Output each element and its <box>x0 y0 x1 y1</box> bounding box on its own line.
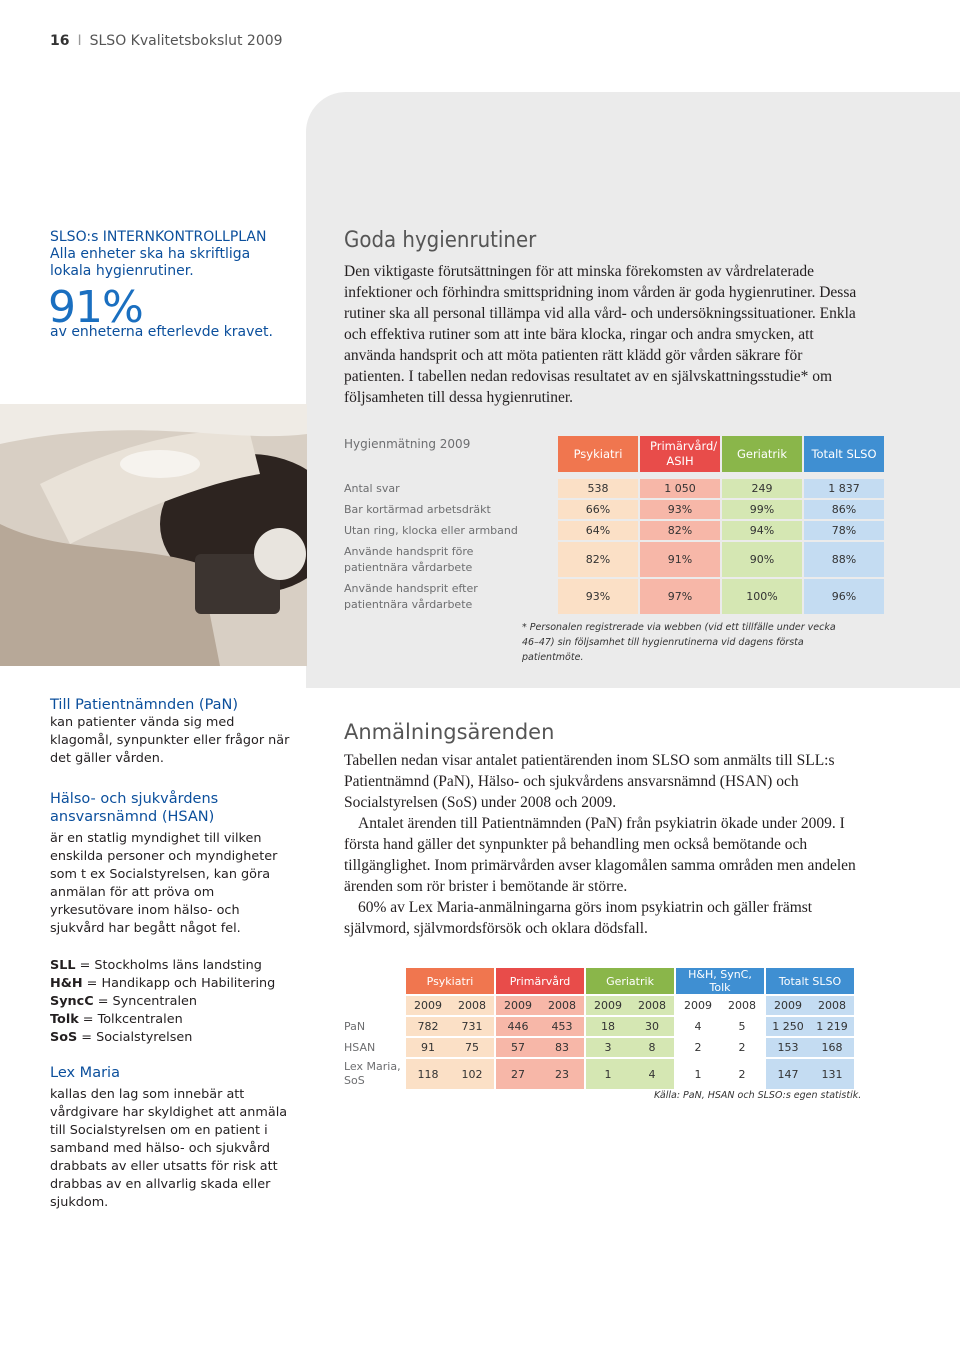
abbreviation-item <box>50 957 290 975</box>
year-header: 2009 <box>586 996 630 1015</box>
table-cell: 64% <box>556 521 638 540</box>
kpi-subtitle: av enheterna efterlevde kravet. <box>50 324 273 340</box>
year-header: 2009 <box>676 996 720 1015</box>
year-header: 2009 <box>766 996 810 1015</box>
table-cell: 118 <box>406 1059 450 1089</box>
page-header <box>50 33 283 49</box>
table-cell: 27 <box>496 1059 540 1089</box>
sidebar-hsan <box>50 790 290 938</box>
abbreviation: SoS <box>50 1030 78 1045</box>
table-cell: 93% <box>556 579 638 614</box>
page-number: 16 <box>50 33 70 49</box>
cases-paragraph: 60% av Lex Maria-anmälningarna görs inom psykiatrin och gäller främst självmord, självmordsförsök och oklara dödsfall. <box>344 899 813 937</box>
year-header: 2008 <box>450 996 496 1015</box>
col-header-geriatrik <box>720 436 802 472</box>
table-cell: 91 <box>406 1038 450 1057</box>
table-cell: 147 <box>766 1059 810 1089</box>
year-header: 2009 <box>496 996 540 1015</box>
cases-table <box>344 968 856 1089</box>
col-header-label: Primärvård/ ASIH <box>650 439 718 468</box>
table-row <box>344 542 884 577</box>
kpi-title-line1: SLSO:s INTERNKONTROLLPLAN <box>50 229 267 245</box>
table-cell: 731 <box>450 1017 496 1036</box>
table-row <box>344 1017 856 1036</box>
hygiene-table <box>344 436 884 614</box>
table-cell: 96% <box>802 579 884 614</box>
hsan-heading: Hälso- och sjukvårdens ansvarsnämnd (HSAN) <box>50 791 219 825</box>
abbreviation: SLL <box>50 958 76 973</box>
pan-text: kan patienter vända sig med klagomål, synpunkter eller frågor när det gäller vården. <box>50 715 290 766</box>
section-title-cases: Anmälningsärenden <box>344 720 555 744</box>
abbreviation-meaning: = Handikapp och Habilitering <box>82 976 276 991</box>
group-header: H&H, SynC, Tolk <box>676 968 766 994</box>
year-header: 2009 <box>406 996 450 1015</box>
table-cell: 1 <box>676 1059 720 1089</box>
lex-maria-heading: Lex Maria <box>50 1065 120 1081</box>
year-header: 2008 <box>720 996 766 1015</box>
table-cell: 30 <box>630 1017 676 1036</box>
table-cell: 1 250 <box>766 1017 810 1036</box>
table-cell: 94% <box>720 521 802 540</box>
col-header-label: Psykiatri <box>573 446 623 461</box>
hygiene-body-text: Den viktigaste förutsättningen för att minska förekomsten av vårdrelaterade infektioner och förhindra smittspridning inom vården är goda hygienrutiner. Dessa rutiner ska all personal tillämpa vid alla vård- och undersökningssituationer. Enkla och effektiva rutiner som att inte bära klocka, ringar och andra smycken, att använda handsprit och att möta patienten rätt klädd gör vården säkrare för patienten. I tabellen nedan redovisas resultatet av en självskattningsstudie* om följsamheten till dessa hygienrutiner. <box>344 263 857 406</box>
kpi-title-line2: Alla enheter ska ha skriftliga <box>50 246 251 262</box>
table-cell: 1 837 <box>802 479 884 498</box>
table-cell: 453 <box>540 1017 586 1036</box>
table-row <box>344 1038 856 1057</box>
row-label: Utan ring, klocka eller armband <box>344 523 518 537</box>
row-label: PaN <box>344 1019 366 1033</box>
table-cell: 82% <box>556 542 638 577</box>
section-title-hygiene: Goda hygienrutiner <box>344 228 537 253</box>
table-row <box>344 1059 856 1089</box>
table-row <box>344 479 884 498</box>
cases-paragraph: Antalet ärenden till Patientnämnden (PaN) från psykiatrin ökade under 2009. I första hand gäller det synpunkter på behandling men också bemötande och tillgänglighet. Inom primärvården avser klagomålen samma områden men andelen ärenden som rör brister i bemötande är större. <box>344 815 856 895</box>
table-cell: 3 <box>586 1038 630 1057</box>
abbreviation-meaning: = Tolkcentralen <box>78 1012 183 1027</box>
table-cell: 4 <box>676 1017 720 1036</box>
lex-maria-text: kallas den lag som innebär att vårdgivare har skyldighet att anmäla till Socialstyrelsen om en patient i samband med hälso- och sjukvård drabbats av eller utsatts för risk att drabbas av en allvarlig skada eller sjukdom. <box>50 1087 288 1210</box>
table-cell: 8 <box>630 1038 676 1057</box>
group-header: Primärvård <box>496 968 586 994</box>
abbreviation-item <box>50 1029 290 1047</box>
abbreviation: H&H <box>50 976 83 991</box>
year-header: 2008 <box>630 996 676 1015</box>
table-cell: 75 <box>450 1038 496 1057</box>
table-cell: 2 <box>676 1038 720 1057</box>
table-cell: 1 <box>586 1059 630 1089</box>
corner-cell <box>344 996 406 1015</box>
table-cell: 168 <box>810 1038 856 1057</box>
table-cell: 5 <box>720 1017 766 1036</box>
cases-body-text <box>344 750 864 939</box>
table-row <box>344 521 884 540</box>
table-cell: 4 <box>630 1059 676 1089</box>
sidebar-pan <box>50 696 290 768</box>
year-header: 2008 <box>540 996 586 1015</box>
corner-cell <box>344 968 406 994</box>
table-cell: 83 <box>540 1038 586 1057</box>
table-cell: 57 <box>496 1038 540 1057</box>
row-label: Använde handsprit före patientnära vårdarbete <box>344 544 474 574</box>
pan-heading: Till Patientnämnden (PaN) <box>50 697 239 713</box>
table-cell: 82% <box>638 521 720 540</box>
table-cell: 91% <box>638 542 720 577</box>
kpi-heading <box>50 229 290 280</box>
table-cell: 90% <box>720 542 802 577</box>
table-cell: 2 <box>720 1059 766 1089</box>
col-header-label: Totalt SLSO <box>811 446 877 461</box>
year-header: 2008 <box>810 996 856 1015</box>
table-cell: 66% <box>556 500 638 519</box>
table-cell: 100% <box>720 579 802 614</box>
table-cell: 102 <box>450 1059 496 1089</box>
kpi-title-line3: lokala hygienrutiner. <box>50 263 194 279</box>
row-label: Bar kortärmad arbetsdräkt <box>344 502 491 516</box>
group-header: Geriatrik <box>586 968 676 994</box>
abbreviation-meaning: = Syncentralen <box>93 994 197 1009</box>
abbreviation: Tolk <box>50 1012 79 1027</box>
hygiene-footnote: * Personalen registrerade via webben (vid ett tillfälle under vecka 46–47) sin följsamhet till hygienrutinerna vid dagens första patientmöte. <box>522 622 836 663</box>
table-cell: 249 <box>720 479 802 498</box>
cases-source: Källa: PaN, HSAN och SLSO:s egen statistik. <box>654 1090 862 1101</box>
table-cell: 93% <box>638 500 720 519</box>
table-cell: 18 <box>586 1017 630 1036</box>
hsan-text: är en statlig myndighet till vilken enskilda personer och myndigheter som t ex Socialstyrelsen, kan göra anmälan för att pröva om yrkesutövare inom hälso- och sjukvård har begått något fel. <box>50 831 278 936</box>
table-cell: 78% <box>802 521 884 540</box>
col-header-label: Geriatrik <box>736 446 788 461</box>
table-cell: 99% <box>720 500 802 519</box>
table-cell: 97% <box>638 579 720 614</box>
table-cell: 446 <box>496 1017 540 1036</box>
table-cell: 1 219 <box>810 1017 856 1036</box>
header-separator: I <box>77 33 82 49</box>
row-label: Använde handsprit efter patientnära vårdarbete <box>344 581 478 611</box>
table-row <box>344 500 884 519</box>
table-cell: 86% <box>802 500 884 519</box>
abbreviation: SyncC <box>50 994 94 1009</box>
abbreviation-meaning: = Socialstyrelsen <box>77 1030 193 1045</box>
col-header-primarvard <box>638 436 720 472</box>
group-header: Psykiatri <box>406 968 496 994</box>
table-cell: 2 <box>720 1038 766 1057</box>
table-row <box>344 579 884 614</box>
row-label: HSAN <box>344 1040 376 1054</box>
sidebar-lex-maria <box>50 1064 290 1212</box>
abbreviation-meaning: = Stockholms läns landsting <box>75 958 262 973</box>
abbreviation-item <box>50 993 290 1011</box>
hygiene-photo <box>0 404 307 666</box>
table-cell: 88% <box>802 542 884 577</box>
col-header-totalt <box>802 436 884 472</box>
abbreviation-item <box>50 1011 290 1029</box>
row-label: Lex Maria, SoS <box>344 1060 401 1087</box>
table-cell: 23 <box>540 1059 586 1089</box>
publication-title: SLSO Kvalitetsbokslut 2009 <box>89 33 283 49</box>
table-cell: 782 <box>406 1017 450 1036</box>
row-label: Antal svar <box>344 481 400 495</box>
table-cell: 538 <box>556 479 638 498</box>
abbreviation-list <box>50 957 290 1047</box>
photo-illustration <box>0 404 307 666</box>
group-header: Totalt SLSO <box>766 968 856 994</box>
table-cell: 131 <box>810 1059 856 1089</box>
col-header-psykiatri <box>556 436 638 472</box>
kpi-value: 91% <box>48 282 143 333</box>
hygiene-table-title: Hygienmätning 2009 <box>344 437 471 451</box>
table-cell: 153 <box>766 1038 810 1057</box>
table-cell: 1 050 <box>638 479 720 498</box>
abbreviation-item <box>50 975 290 993</box>
cases-paragraph: Tabellen nedan visar antalet patientärenden inom SLSO som anmälts till SLL:s Patientnämnd (PaN), Hälso- och sjukvårdens ansvarsnämnd (HSAN) och Socialstyrelsen (SoS) under 2008 och 2009. <box>344 752 835 811</box>
